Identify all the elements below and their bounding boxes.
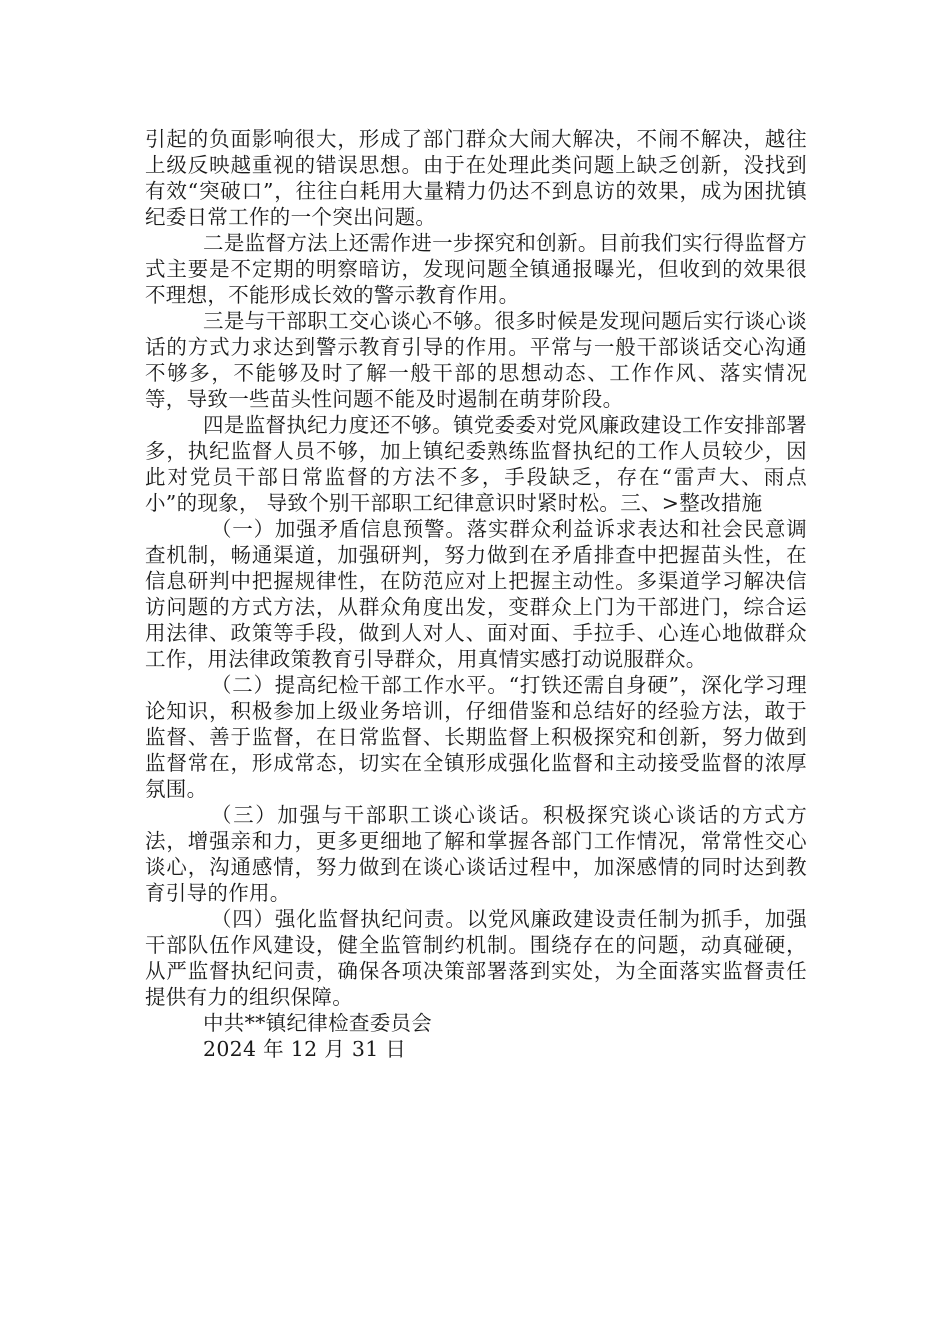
paragraph-issue-4: 四是监督执纪力度还不够。镇党委委对党风廉政建设工作安排部署多，执纪监督人员不够，加上镇纪委熟练监督执纪的工作人员较少，因此对党员干部日常监督的方法不多，手段缺乏，存在“雷声大、雨点小”的现象， 导致个别干部职工纪律意识时紧时松。三、>整改措施 (145, 413, 807, 515)
signature-organization: 中共**镇纪律检查委员会 (203, 1011, 433, 1035)
paragraph-measure-4: （四）强化监督执纪问责。以党风廉政建设责任制为抓手，加强干部队伍作风建设，健全监管制约机制。围绕存在的问题，动真碰硬，从严监督执纪问责，确保各项决策部署落到实处，为全面落实监督责任提供有力的组织保障。 (145, 907, 807, 1009)
signature-date: 2024 年 12 月 31 日 (203, 1037, 407, 1061)
paragraph-measure-1: （一）加强矛盾信息预警。落实群众利益诉求表达和社会民意调查机制，畅通渠道，加强研判，努力做到在矛盾排查中把握苗头性，在信息研判中把握规律性，在防范应对上把握主动性。多渠道学习解决信访问题的方式方法，从群众角度出发，变群众上门为干部进门，综合运用法律、政策等手段，做到人对人、面对面、手拉手、心连心地做群众工作，用法律政策教育引导群众，用真情实感打动说服群众。 (145, 517, 807, 671)
paragraph-continuation: 引起的负面影响很大，形成了部门群众大闹大解决，不闹不解决，越往上级反映越重视的错误思想。由于在处理此类问题上缺乏创新，没找到有效“突破口”，往往白耗用大量精力仍达不到息访的效果，成为困扰镇纪委日常工作的一个突出问题。 (145, 127, 807, 229)
paragraph-issue-2: 二是监督方法上还需作进一步探究和创新。目前我们实行得监督方式主要是不定期的明察暗访，发现问题全镇通报曝光，但收到的效果很不理想，不能形成长效的警示教育作用。 (145, 231, 807, 307)
paragraph-measure-3: （三）加强与干部职工谈心谈话。积极探究谈心谈话的方式方法，增强亲和力，更多更细地了解和掌握各部门工作情况，常常性交心谈心，沟通感情，努力做到在谈心谈话过程中，加深感情的同时达到教育引导的作用。 (145, 803, 807, 905)
paragraph-measure-2: （二）提高纪检干部工作水平。“打铁还需自身硬”，深化学习理论知识，积极参加上级业务培训，仔细借鉴和总结好的经验方法，敢于监督、善于监督，在日常监督、长期监督上积极探究和创新，努力做到监督常在，形成常态，切实在全镇形成强化监督和主动接受监督的浓厚氛围。 (145, 673, 807, 801)
document-body (145, 126, 807, 1062)
paragraph-issue-3: 三是与干部职工交心谈心不够。很多时候是发现问题后实行谈心谈话的方式力求达到警示教育引导的作用。平常与一般干部谈话交心沟通不够多，不能够及时了解一般干部的思想动态、工作作风、落实情况等，导致一些苗头性问题不能及时遏制在萌芽阶段。 (145, 309, 807, 411)
